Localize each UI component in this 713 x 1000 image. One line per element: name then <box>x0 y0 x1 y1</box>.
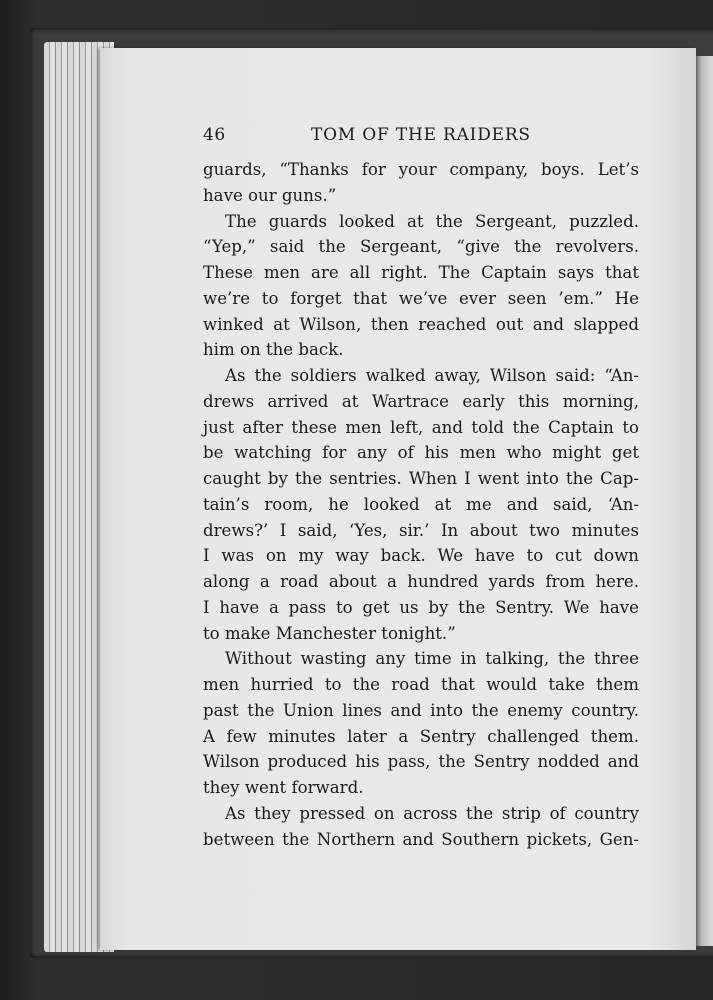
text-line: him on the back. <box>203 340 344 360</box>
text-line: have our guns.” <box>203 185 337 205</box>
text-line: tain’s room, he looked at me and said, ‘An- <box>203 494 639 514</box>
text-line: I was on my way back. We have to cut down <box>203 546 639 566</box>
text-line: The guards looked at the Sergeant, puzzled. <box>225 211 639 231</box>
text-line: guards, “Thanks for your company, boys. Let’s <box>203 160 639 179</box>
text-line: drews?’ I said, ‘Yes, sir.’ In about two minutes <box>203 520 639 540</box>
text-line: between the Northern and Southern pickets, Gen- <box>203 829 639 849</box>
text-line: along a road about a hundred yards from here. <box>203 572 639 591</box>
text-line: winked at Wilson, then reached out and slapped <box>203 314 639 334</box>
text-line: we’re to forget that we’ve ever seen ’em.” He <box>203 288 639 308</box>
text-line: past the Union lines and into the enemy country. <box>203 700 639 720</box>
text-line: As the soldiers walked away, Wilson said: “An- <box>225 366 639 385</box>
text-line: to make Manchester tonight.” <box>203 623 456 643</box>
text-line: “Yep,” said the Sergeant, “give the revolvers. <box>203 237 639 257</box>
text-line: be watching for any of his men who might get <box>203 443 639 463</box>
text-line: drews arrived at Wartrace early this morning, <box>203 391 639 411</box>
text-line: Without wasting any time in talking, the three <box>225 649 639 669</box>
body-text <box>203 157 639 852</box>
text-line: just after these men left, and told the Captain to <box>203 417 639 437</box>
facing-page-edge <box>694 56 713 946</box>
text-line: As they pressed on across the strip of country <box>225 803 639 823</box>
text-line: These men are all right. The Captain says that <box>203 263 639 282</box>
page-number: 46 <box>203 125 226 145</box>
text-line: A few minutes later a Sentry challenged them. <box>203 726 639 746</box>
text-line: men hurried to the road that would take them <box>203 675 639 694</box>
page-header <box>203 125 643 147</box>
text-line: I have a pass to get us by the Sentry. We have <box>203 597 639 617</box>
running-title: TOM OF THE RAIDERS <box>311 125 531 145</box>
text-line: they went forward. <box>203 778 364 797</box>
text-line: Wilson produced his pass, the Sentry nodded and <box>203 752 639 772</box>
text-line: caught by the sentries. When I went into the Cap- <box>203 469 639 488</box>
